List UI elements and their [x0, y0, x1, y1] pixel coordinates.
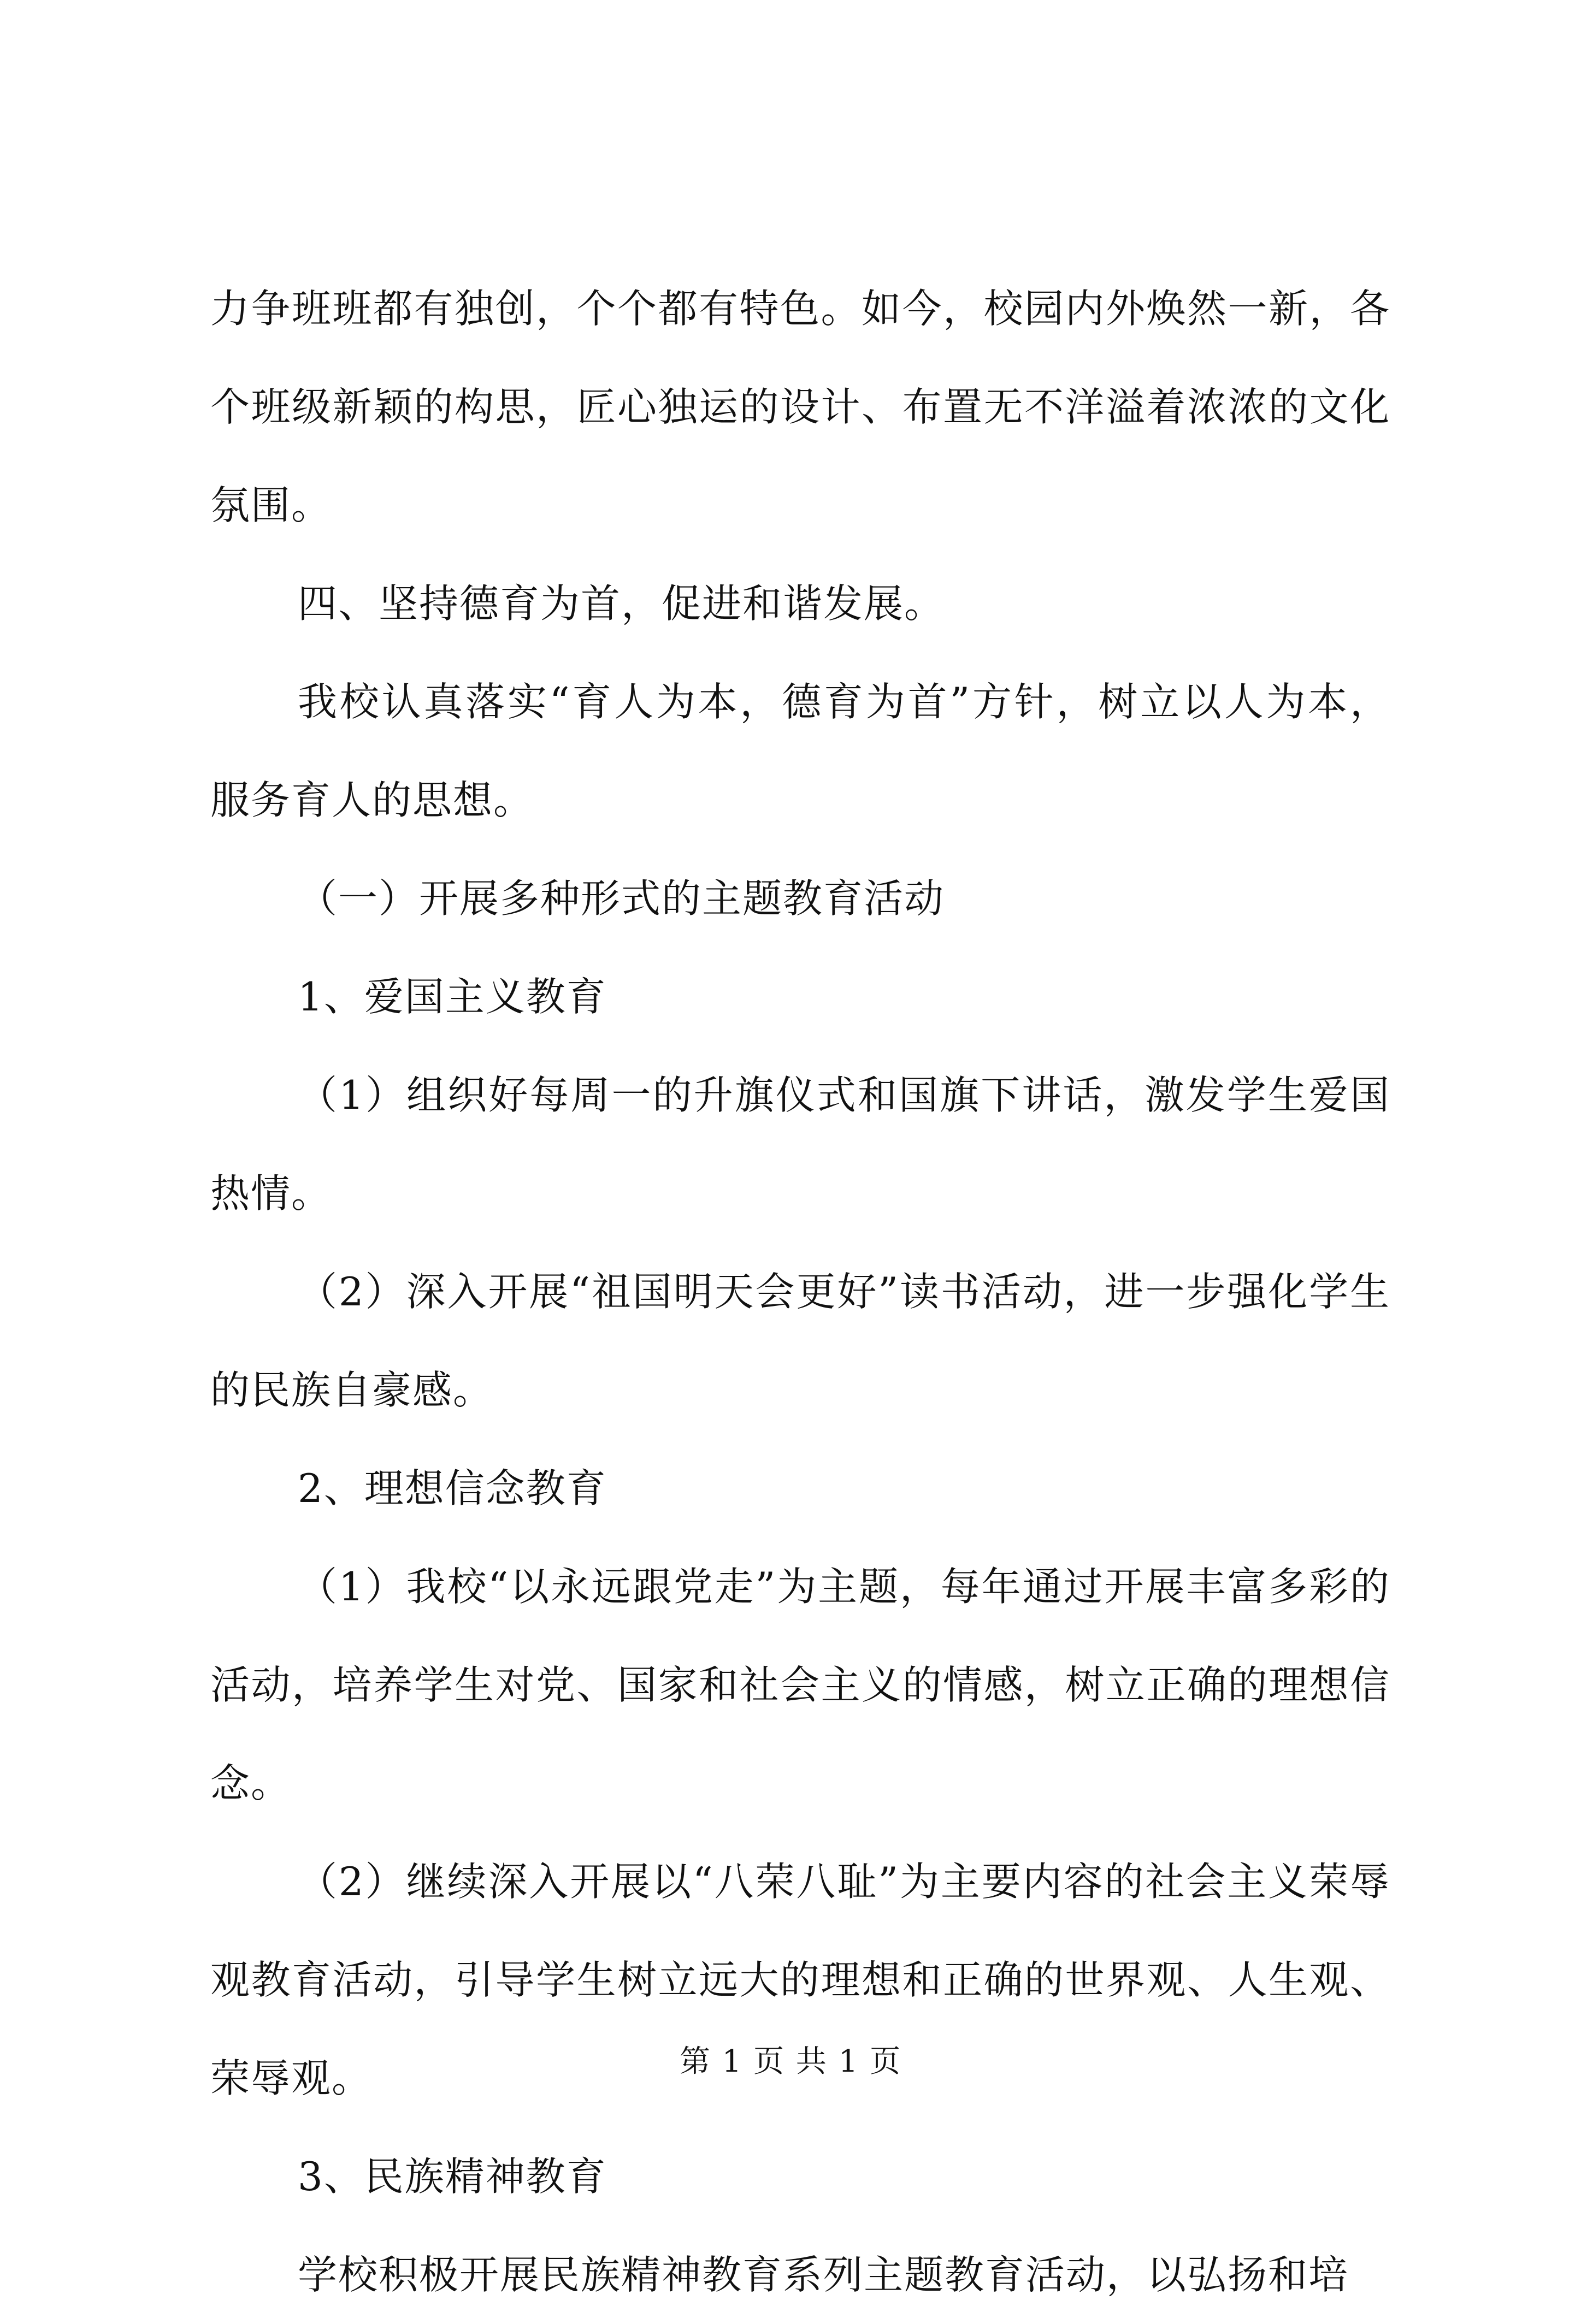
subsection-heading-one: （一）开展多种形式的主题教育活动	[298, 876, 945, 921]
item-heading-patriotism: 1、爱国主义教育	[298, 974, 607, 1020]
section-heading-four: 四、坚持德育为首，促进和谐发展。	[298, 581, 945, 626]
paragraph-ideals-2: （2）继续深入开展以“八荣八耻”为主要内容的社会主义荣辱观教育活动，引导学生树立远大的理想和正确的世界观、人生观、荣辱观。	[210, 1859, 1390, 2101]
paragraph-patriotism-2: （2）深入开展“祖国明天会更好”读书活动，进一步强化学生的民族自豪感。	[210, 1269, 1390, 1413]
page-number-footer: 第 1 页 共 1 页	[679, 2044, 902, 2079]
paragraph-patriotism-1: （1）组织好每周一的升旗仪式和国旗下讲话，激发学生爱国热情。	[210, 1072, 1390, 1216]
item-heading-national-spirit: 3、民族精神教育	[298, 2154, 607, 2199]
paragraph-intro-continuation: 力争班班都有独创，个个都有特色。如今，校园内外焕然一新，各个班级新颖的构思，匠心独运的设计、布置无不洋溢着浓浓的文化氛围。	[210, 286, 1390, 528]
document-body	[210, 259, 1390, 2324]
item-heading-ideals: 2、理想信念教育	[298, 1465, 607, 1511]
paragraph-national-spirit: 学校积极开展民族精神教育系列主题教育活动，以弘扬和培	[298, 2252, 1349, 2298]
paragraph-ideals-1: （1）我校“以永远跟党走”为主题，每年通过开展丰富多彩的活动，培养学生对党、国家和社会主义的情感，树立正确的理想信念。	[210, 1564, 1390, 1806]
paragraph-moral-education: 我校认真落实“育人为本，德育为首”方针，树立以人为本，服务育人的思想。	[210, 679, 1390, 823]
